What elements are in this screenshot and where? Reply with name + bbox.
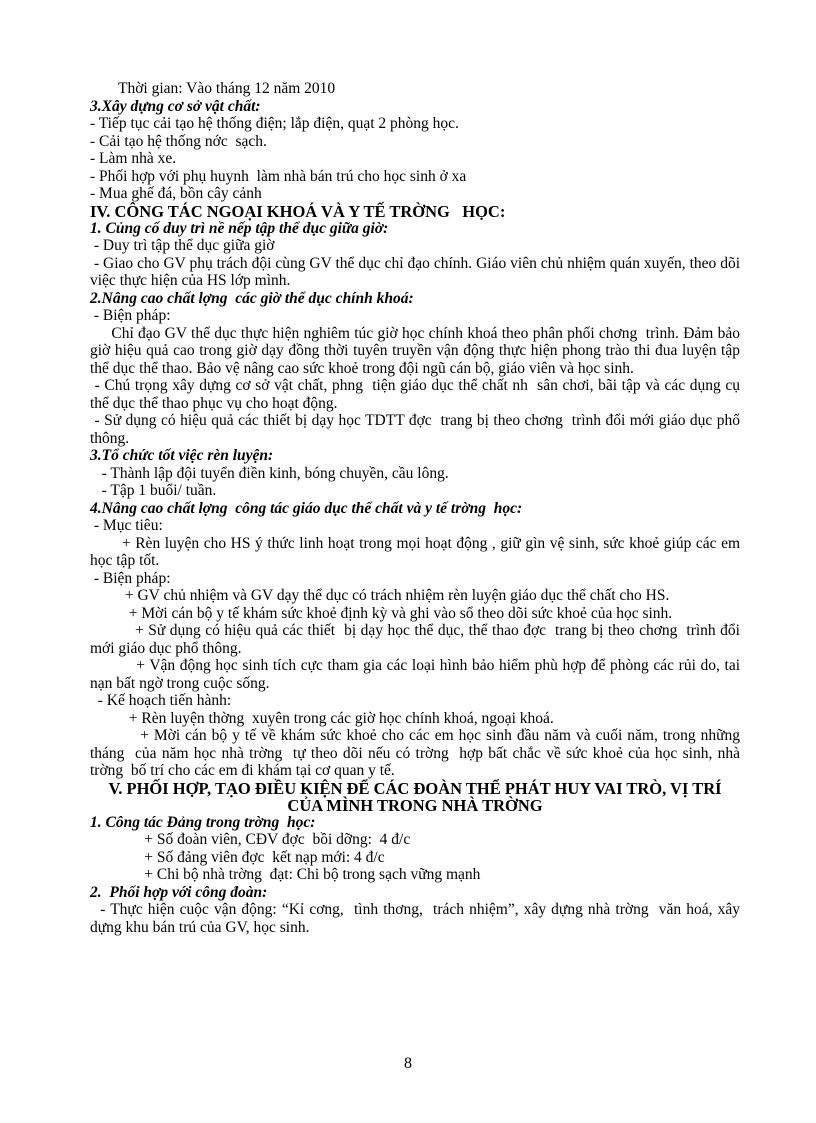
heading: 1. Công tác Đảng trong trờng học: bbox=[90, 813, 316, 831]
document-body bbox=[90, 80, 744, 936]
paragraph: + Rèn luyện cho HS ý thức linh hoạt trong mọi hoạt động , giữ gìn vệ sinh, sức khoẻ giúp các em học tập tốt. bbox=[90, 534, 744, 569]
heading: 3.Xây dựng cơ sở vật chất: bbox=[90, 97, 261, 115]
paragraph: - Tập 1 buổi/ tuần. bbox=[90, 482, 217, 499]
paragraph: - Giao cho GV phụ trách đội cùng GV thể dục chỉ đạo chính. Giáo viên chủ nhiệm quán xuyến, theo dõi việc thực hiện của HS lớp mình. bbox=[90, 254, 744, 289]
paragraph: - Cải tạo hệ thống nớc sạch. bbox=[90, 132, 267, 150]
heading: 4.Nâng cao chất lợng công tác giáo dục thể chất và y tế trờng học: bbox=[90, 499, 523, 517]
paragraph: + Số đoàn viên, CĐV đợc bồi dỡng: 4 đ/c bbox=[90, 831, 411, 848]
paragraph: - Tiếp tục cải tạo hệ thống điện; lắp điện, quạt 2 phòng học. bbox=[90, 115, 459, 132]
paragraph: Chỉ đạo GV thể dục thực hiện nghiêm túc giờ học chính khoá theo phân phối chơng trình. Đảm bảo giờ hiệu quả cao trong giờ dạy đồng thời tuyên truyền vận động thực hiện phong trào thi đua luyện tập thể dục thể thao. Bảo vệ nâng cao sức khoẻ trong đội ngũ cán bộ, giáo viên và học sinh. bbox=[90, 324, 744, 377]
paragraph: - Sử dụng có hiệu quả các thiết bị dạy học TDTT đợc trang bị theo chơng trình đổi mới giáo dục phổ thông. bbox=[90, 412, 744, 447]
paragraph: - Biện pháp: bbox=[90, 569, 171, 587]
heading: 2. Phối hợp với công đoàn: bbox=[90, 883, 268, 901]
paragraph: - Làm nhà xe. bbox=[90, 150, 177, 167]
paragraph: + Rèn luyện thờng xuyên trong các giờ học chính khoá, ngoại khoá. bbox=[90, 709, 554, 727]
paragraph: - Thành lập đội tuyển điền kinh, bóng chuyền, cầu lông. bbox=[90, 464, 449, 482]
heading: V. PHỐI HỢP, TẠO ĐIỀU KIỆN ĐỂ CÁC ĐOÀN THỂ PHÁT HUY VAI TRÒ, VỊ TRÍ CỦA MÌNH TRONG NHÀ TRỜNG bbox=[108, 778, 726, 815]
page-number: 8 bbox=[404, 1055, 412, 1072]
paragraph: - Mua ghế đá, bồn cây cảnh bbox=[90, 185, 262, 202]
paragraph: - Chú trọng xây dựng cơ sở vật chất, phng tiện giáo dục thể chất nh sân chơi, bãi tập và các dụng cụ thể dục thể thao phục vụ cho hoạt động. bbox=[90, 377, 744, 412]
heading: 2.Nâng cao chất lợng các giờ thể dục chính khoá: bbox=[90, 289, 414, 307]
paragraph: + Vận động học sinh tích cực tham gia các loại hình bảo hiểm phù hợp để phòng các rủi do, tai nạn bất ngờ trong cuộc sống. bbox=[90, 657, 744, 692]
paragraph: - Mục tiêu: bbox=[90, 517, 163, 534]
paragraph: - Thực hiện cuộc vận động: “Kỉ cơng, tình thơng, trách nhiệm”, xây dựng nhà trờng văn hoá, xây dựng khu bán trú của GV, học sinh. bbox=[90, 901, 744, 936]
paragraph: + Mời cán bộ y tế khám sức khoẻ định kỳ và ghi vào sổ theo dõi sức khoẻ của học sinh. bbox=[90, 604, 673, 622]
paragraph: + Số đảng viên đợc kết nạp mới: 4 đ/c bbox=[90, 848, 385, 866]
heading: IV. CÔNG TÁC NGOẠI KHOÁ VÀ Y TẾ TRỜNG HỌC: bbox=[90, 201, 506, 221]
paragraph: Thời gian: Vào tháng 12 năm 2010 bbox=[118, 80, 336, 97]
paragraph: - Biện pháp: bbox=[90, 307, 171, 324]
paragraph: + Sử dụng có hiệu quả các thiết bị dạy học thể dục, thể thao đợc trang bị theo chơng trình đổi mới giáo dục phổ thông. bbox=[90, 622, 744, 657]
paragraph: + Mời cán bộ y tế về khám sức khoẻ cho các em học sinh đầu năm và cuối năm, trong những tháng của năm học nhà trờng tự theo dõi nếu có trờng hợp bất chắc về sức khoẻ của học sinh, nhà trờng bố trí cho các em đi khám tại cơ quan y tế. bbox=[90, 727, 744, 779]
paragraph: + Chi bộ nhà trờng đạt: Chi bộ trong sạch vững mạnh bbox=[90, 866, 481, 883]
paragraph: - Kế hoạch tiến hành: bbox=[90, 692, 232, 709]
heading: 3.Tổ chức tốt việc rèn luyện: bbox=[90, 447, 274, 464]
heading: 1. Củng cố duy trì nề nếp tập thể dục giữa giờ: bbox=[90, 219, 389, 237]
paragraph: - Phối hợp với phụ huynh làm nhà bán trú cho học sinh ở xa bbox=[90, 167, 467, 185]
paragraph: - Duy trì tập thể dục giữa giờ bbox=[90, 237, 275, 254]
paragraph: + GV chủ nhiệm và GV dạy thể dục có trách nhiệm rèn luyện giáo dục thể chất cho HS. bbox=[90, 587, 670, 604]
